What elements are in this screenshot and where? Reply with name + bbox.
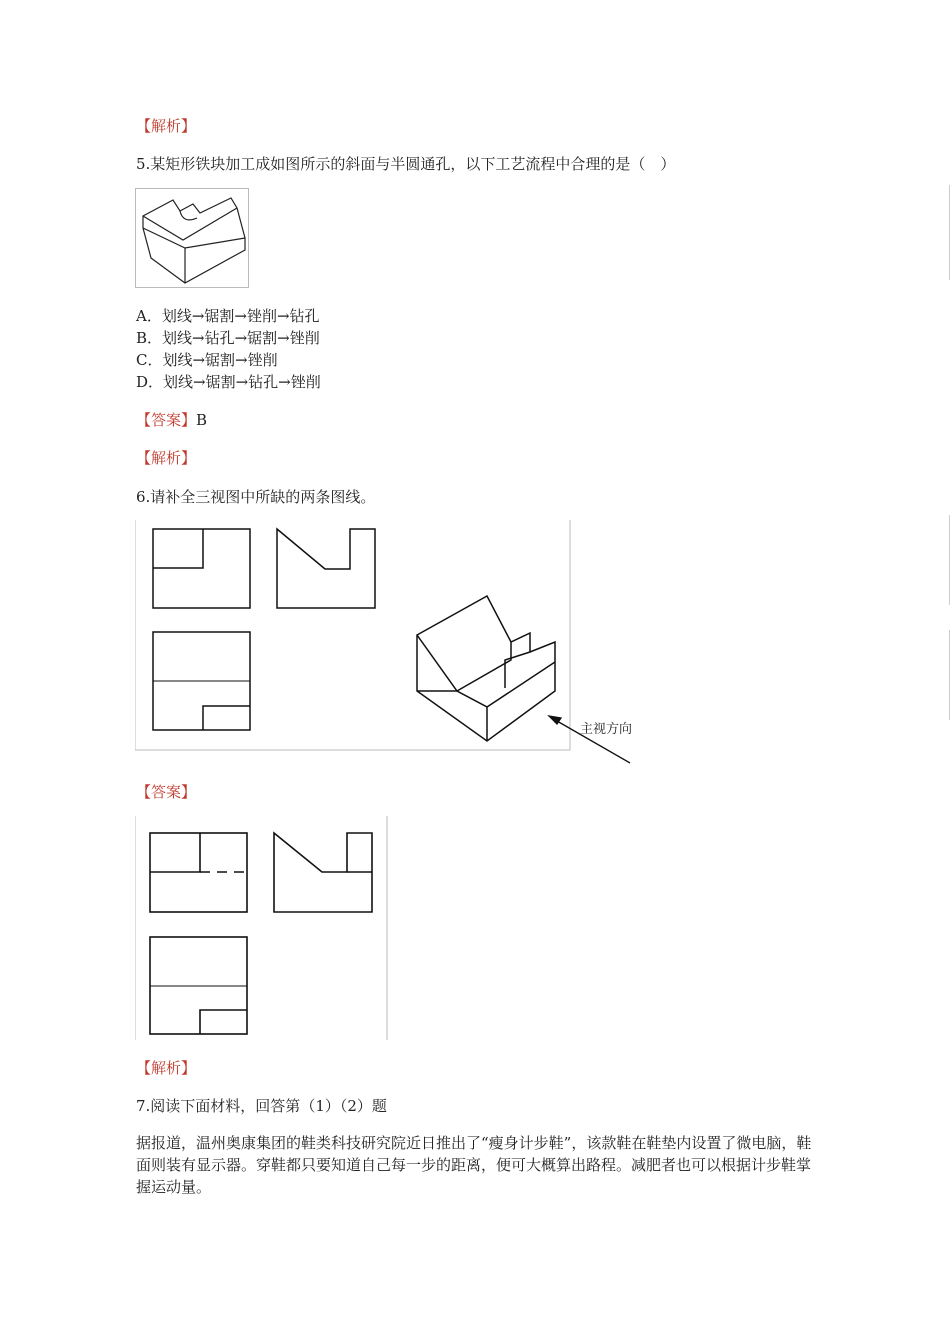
- q6-direction-label: 主视方向: [580, 722, 633, 737]
- q5-answer: [136, 409, 207, 430]
- q6-figure: [135, 520, 635, 765]
- q5-option-c: C．划线→锯割→锉削: [136, 351, 278, 369]
- q7-question: 7.阅读下面材料，回答第（1）（2）题: [136, 1097, 387, 1115]
- q6-answer-figure: [135, 816, 390, 1042]
- q5-analysis-tag: 【解析】: [136, 449, 197, 467]
- q5-answer-tag: 【答案】: [136, 411, 197, 429]
- q6-question: 6.请补全三视图中所缺的两条图线。: [136, 488, 376, 506]
- q6-analysis-tag: 【解析】: [136, 1059, 197, 1077]
- q4-analysis-tag: 【解析】: [136, 117, 197, 135]
- q7-paragraph: 据报道，温州奥康集团的鞋类科技研究院近日推出了“瘦身计步鞋”，该款鞋在鞋垫内设置了微电脑，鞋面则装有显示器。穿鞋都只要知道自己每一步的距离，便可大概算出路程。减肥者也可以根据计步鞋掌握运动量。: [136, 1134, 812, 1196]
- q5-question: 5.某矩形铁块加工成如图所示的斜面与半圆通孔，以下工艺流程中合理的是（ ）: [136, 155, 676, 173]
- q5-figure: [135, 188, 250, 290]
- q5-option-d: D．划线→锯割→钻孔→锉削: [136, 373, 321, 391]
- q6-answer-tag: 【答案】: [136, 783, 197, 801]
- q5-option-a: A．划线→锯割→锉削→钻孔: [136, 307, 320, 325]
- q5-option-b: B．划线→钻孔→锯割→锉削: [136, 329, 320, 347]
- q5-answer-value: B: [196, 411, 208, 429]
